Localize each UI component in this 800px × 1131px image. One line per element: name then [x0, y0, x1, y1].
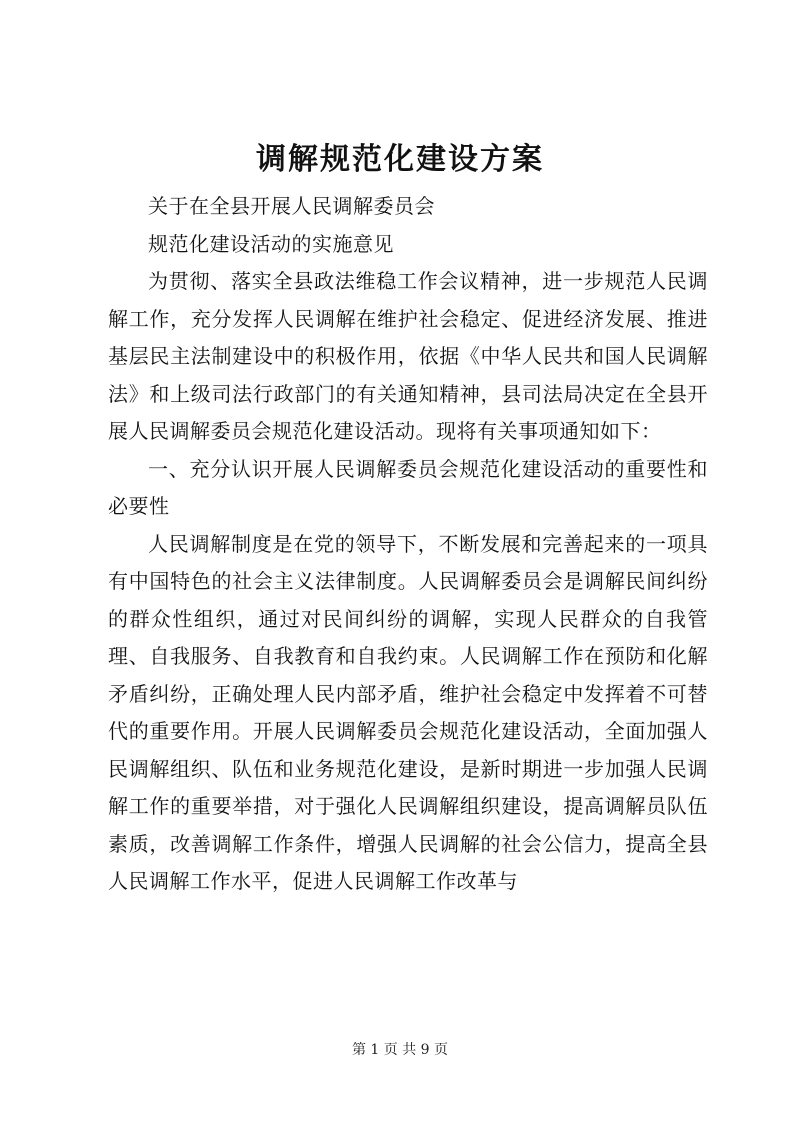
page-footer: 第 1 页 共 9 页 [351, 1042, 449, 1058]
intro-paragraph: 为贯彻、落实全县政法维稳工作会议精神，进一步规范人民调解工作，充分发挥人民调解在维护社会稳定、促进经济发展、推进基层民主法制建设中的积极作用，依据《中华人民共和国人民调解法》和上级司法行政部门的有关通知精神，县司法局决定在全县开展人民调解委员会规范化建设活动。现将有关事项通知如下： [108, 269, 708, 443]
section-heading-1: 一、充分认识开展人民调解委员会规范化建设活动的重要性和必要性 [108, 456, 708, 518]
subtitle-line-2: 规范化建设活动的实施意见 [148, 231, 394, 256]
document-body [108, 188, 708, 901]
subtitle-line-1: 关于在全县开展人民调解委员会 [148, 194, 435, 218]
body-paragraph: 人民调解制度是在党的领导下，不断发展和完善起来的一项具有中国特色的社会主义法律制度。人民调解委员会是调解民间纠纷的群众性组织，通过对民间纠纷的调解，实现人民群众的自我管理、自我服务、自我教育和自我约束。人民调解工作在预防和化解矛盾纠纷，正确处理人民内部矛盾，维护社会稳定中发挥着不可替代的重要作用。开展人民调解委员会规范化建设活动，全面加强人民调解组织、队伍和业务规范化建设，是新时期进一步加强人民调解工作的重要举措，对于强化人民调解组织建设，提高调解员队伍素质，改善调解工作条件，增强人民调解的社会公信力，提高全县人民调解工作水平，促进人民调解工作改革与 [108, 531, 708, 893]
document-title: 调解规范化建设方案 [256, 142, 544, 177]
